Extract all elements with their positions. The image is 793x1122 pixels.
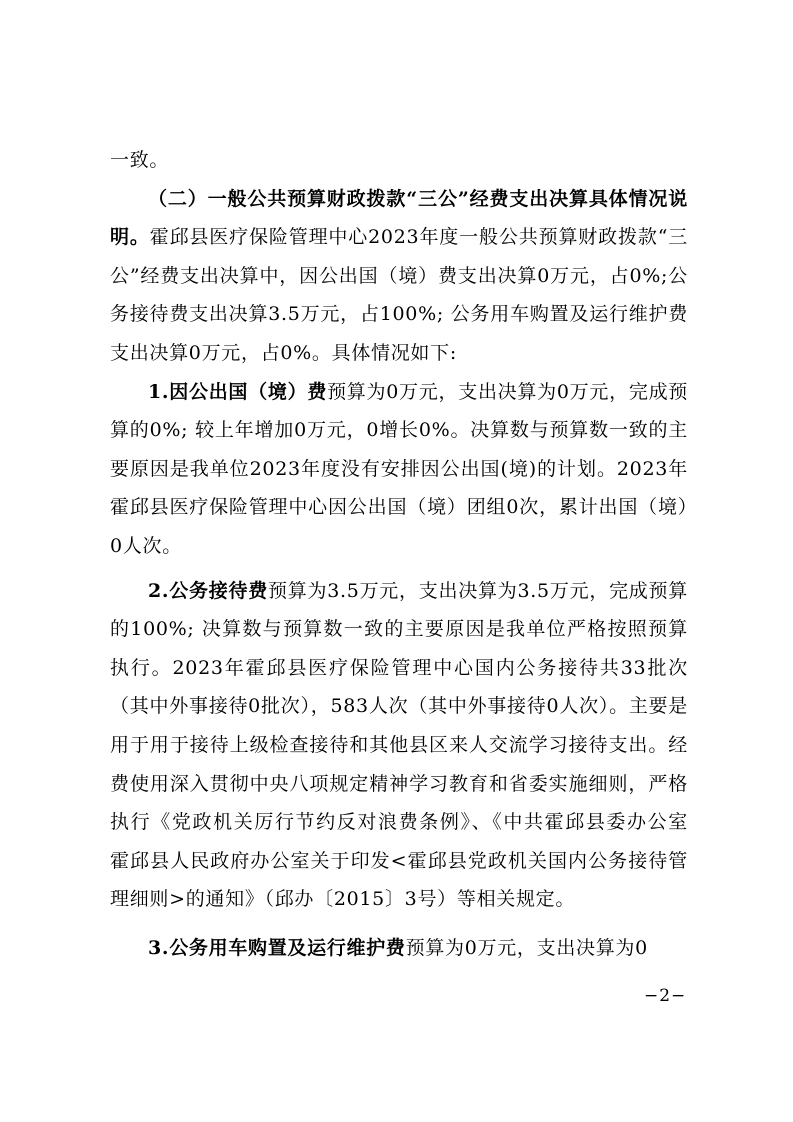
- document-body: [110, 141, 688, 967]
- section-2-paragraph: [110, 180, 688, 373]
- item-2-body: 预算为3.5万元，支出决算为3.5万元，完成预算的100%; 决算数与预算数一致的主要原因是我单位严格按照预算执行。2023年霍邱县医疗保险管理中心国内公务接待共33批次（其中外事接待0批次），583人次（其中外事接待0人次）。主要是用于用于接待上级检查接待和其他县区来人交流学习接待支出。经费使用深入贯彻中央八项规定精神学习教育和省委实施细则，严格执行《党政机关厉行节约反对浪费条例》、《中共霍邱县委办公室 霍邱县人民政府办公室关于印发<霍邱县党政机关国内公务接待管理细则>的通知》（邱办〔2015〕3号）等相关规定。: [110, 579, 688, 911]
- item-3-body: 预算为0万元，支出决算为0: [405, 936, 648, 959]
- continued-paragraph-tail: [110, 141, 688, 180]
- item-3-paragraph: [110, 929, 688, 968]
- item-1-body: 预算为0万元，支出决算为0万元，完成预算的0%; 较上年增加0万元，0增长0%。决算数与预算数一致的主要原因是我单位2023年度没有安排因公出国(境)的计划。2023年霍邱县医疗保险管理中心因公出国（境）团组0次，累计出国（境）0人次。: [110, 380, 688, 557]
- page-number: −2−: [644, 986, 687, 1006]
- item-2-heading: 2.公务接待费: [148, 579, 268, 602]
- section-2-heading: （二）一般公共预算财政拨款“三公”经费支出决算具体情况说明。: [110, 187, 688, 249]
- paragraph-text: 一致。: [110, 149, 170, 171]
- item-3-heading: 3.公务用车购置及运行维护费: [148, 936, 406, 959]
- item-2-paragraph: [110, 572, 688, 919]
- section-2-body: 霍邱县医疗保险管理中心2023年度一般公共预算财政拨款“三公”经费支出决算中，因公出国（境）费支出决算0万元，占0%;公务接待费支出决算3.5万元，占100%; 公务用车购置及运行维护费支出决算0万元，占0%。具体情况如下:: [110, 226, 688, 364]
- item-1-paragraph: [110, 373, 688, 566]
- item-1-heading: 1.因公出国（境）费: [148, 380, 328, 403]
